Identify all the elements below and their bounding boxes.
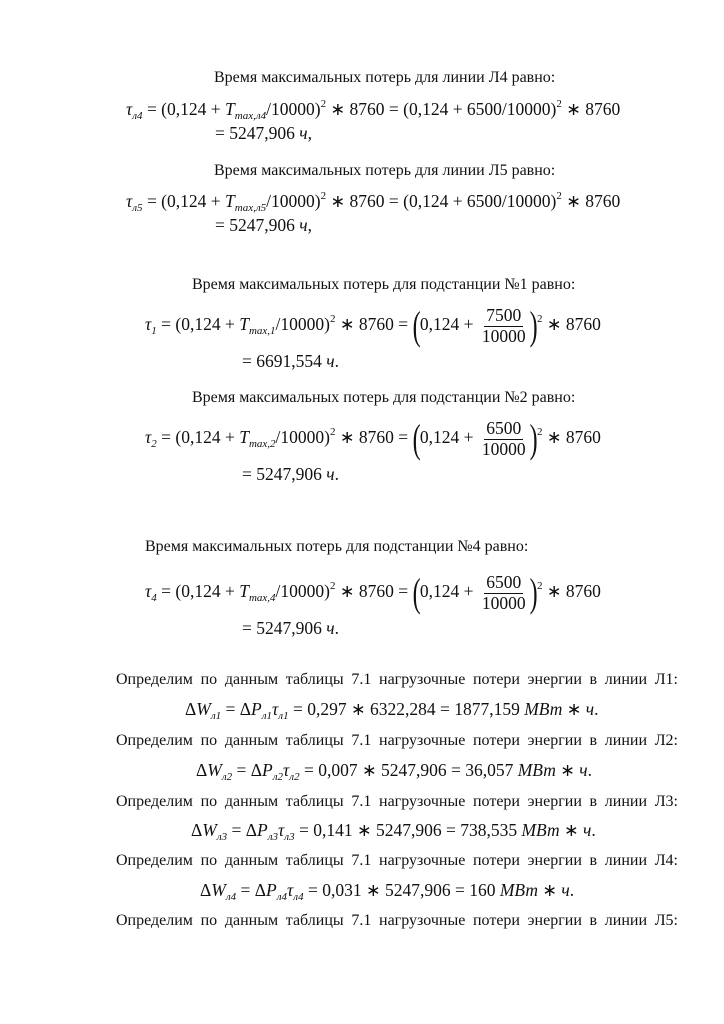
fraction-numerator: 7500 (486, 305, 522, 325)
math-text: W (211, 880, 226, 900)
math-text: ч (583, 820, 592, 840)
formula-tau-1 (145, 303, 601, 348)
math-text: T (225, 99, 235, 119)
result-tau-2 (242, 466, 339, 484)
math-text: = (0,124 + (142, 99, 226, 119)
math-text: T (225, 191, 235, 211)
big-parenthesis: ( (412, 416, 421, 461)
math-text: 0,124 + (419, 581, 478, 602)
big-parenthesis: ) (529, 570, 538, 615)
subscript: max,1 (248, 325, 276, 338)
fraction (480, 574, 528, 612)
subscript: л4 (225, 891, 237, 903)
math-text: = Δ (236, 880, 267, 900)
subscript: max,2 (248, 438, 276, 451)
math-text: = 5247,906 (215, 123, 300, 143)
math-text: 0,124 + (419, 427, 478, 448)
subscript: л4 (293, 891, 304, 903)
superscript: 2 (320, 98, 327, 110)
fraction-numerator: 6500 (486, 418, 522, 438)
subscript: л3 (267, 831, 279, 843)
math-text: τ (145, 427, 152, 448)
math-text: τ (145, 581, 152, 602)
subscript: л4 (132, 110, 143, 122)
math-text: 0,124 + (419, 314, 478, 335)
math-text: ч (561, 880, 570, 900)
loss-text-l1: Определим по данным таблицы 7.1 нагрузочные потери энергии в линии Л1: (116, 671, 678, 688)
math-text: = 0,141 ∗ 5247,906 = 738,535 (294, 820, 522, 840)
math-text: τ (283, 760, 290, 780)
subscript: max,4 (248, 592, 276, 605)
math-text: P (257, 820, 268, 840)
math-text: = (0,124 + (156, 581, 240, 602)
superscript: 2 (320, 190, 327, 202)
subscript: 1 (151, 325, 157, 338)
superscript: 2 (329, 313, 336, 326)
fraction (480, 307, 528, 345)
math-text: /10000) (266, 99, 321, 119)
math-text: МВт (524, 699, 563, 719)
math-text: W (196, 699, 211, 719)
math-text: ∗ 8760 (542, 314, 601, 335)
math-text: = (0,124 + (142, 191, 226, 211)
math-text: /10000) (266, 191, 321, 211)
subscript: л5 (132, 202, 143, 214)
result-tau-4 (242, 620, 339, 638)
math-text: = Δ (221, 699, 252, 719)
loss-text-l4: Определим по данным таблицы 7.1 нагрузочные потери энергии в линии Л4: (116, 852, 678, 869)
math-text: τ (126, 99, 133, 119)
math-text: ∗ 8760 (542, 427, 601, 448)
big-parenthesis: ( (412, 303, 421, 348)
heading-line-l4: Время максимальных потерь для линии Л4 равно: (214, 69, 556, 86)
math-text: , (307, 215, 312, 235)
loss-text-l5: Определим по данным таблицы 7.1 нагрузочные потери энергии в линии Л5: (116, 912, 678, 929)
math-text: = Δ (232, 760, 263, 780)
math-text: W (207, 760, 222, 780)
subscript: л1 (261, 710, 273, 722)
loss-text-l3: Определим по данным таблицы 7.1 нагрузочные потери энергии в линии Л3: (116, 793, 678, 810)
superscript: 2 (329, 426, 336, 439)
subscript: л3 (284, 831, 295, 843)
math-text: . (569, 880, 575, 900)
math-text: = Δ (227, 820, 258, 840)
math-text: . (334, 618, 339, 638)
math-text: T (239, 427, 249, 448)
math-text: МВт (517, 760, 556, 780)
superscript: 2 (536, 580, 543, 593)
math-text: . (591, 820, 596, 840)
math-text: Δ (196, 760, 208, 780)
math-text: τ (278, 820, 285, 840)
math-text: = 5247,906 (242, 618, 327, 638)
math-text: = 6691,554 (242, 351, 327, 371)
fraction-numerator: 6500 (486, 572, 522, 592)
heading-substation-4: Время максимальных потерь для подстанции №4 равно: (145, 538, 529, 555)
math-text: ч (585, 699, 595, 719)
big-parenthesis: ( (412, 570, 421, 615)
loss-formula-l3 (191, 822, 596, 843)
math-text: ∗ 8760 = (0,124 + 6500/10000) (326, 191, 557, 211)
math-text: ч (326, 618, 335, 638)
math-text: = 0,297 ∗ 6322,284 = 1877,159 (288, 699, 525, 719)
formula-tau-4 (145, 570, 601, 615)
result-tau-l5 (215, 217, 312, 235)
math-text: ∗ (555, 760, 580, 780)
math-text: τ (272, 699, 279, 719)
math-text: W (202, 820, 217, 840)
math-text: . (594, 699, 599, 719)
superscript: 2 (536, 313, 543, 326)
math-text: T (239, 314, 249, 335)
fraction-denominator: 10000 (481, 592, 526, 613)
result-tau-l4 (215, 125, 312, 143)
fraction-denominator: 10000 (481, 438, 526, 459)
math-text: . (334, 351, 339, 371)
math-text: ∗ (562, 699, 586, 719)
math-text: ч (299, 215, 308, 235)
math-text: Δ (185, 699, 197, 719)
superscript: 2 (556, 98, 562, 110)
superscript: 2 (556, 190, 562, 202)
math-text: τ (126, 191, 133, 211)
math-text: . (334, 464, 339, 484)
subscript: л2 (221, 771, 233, 783)
math-text: ч (326, 351, 335, 371)
big-parenthesis: ) (529, 416, 538, 461)
formula-tau-l5 (126, 191, 620, 214)
heading-substation-1: Время максимальных потерь для подстанции №1 равно: (192, 276, 576, 293)
math-text: МВт (499, 880, 538, 900)
math-text: P (251, 699, 262, 719)
result-tau-1 (242, 353, 339, 371)
math-text: /10000) (275, 581, 330, 602)
fraction (480, 420, 528, 458)
superscript: 2 (536, 426, 543, 439)
math-text: ∗ 8760 = (335, 427, 413, 448)
math-text: ч (579, 760, 588, 780)
subscript: л2 (289, 771, 300, 783)
math-text: . (587, 760, 593, 780)
math-text: T (239, 581, 249, 602)
subscript: л3 (216, 831, 228, 843)
subscript: 4 (151, 592, 157, 605)
math-text: = (0,124 + (156, 427, 240, 448)
math-text: ∗ 8760 = (335, 314, 413, 335)
subscript: л1 (210, 710, 222, 722)
math-text: = (0,124 + (156, 314, 240, 335)
loss-formula-l4 (200, 882, 574, 903)
math-text: Δ (191, 820, 203, 840)
math-text: ∗ (537, 880, 562, 900)
big-parenthesis: ) (529, 303, 538, 348)
superscript: 2 (329, 580, 336, 593)
math-text: ч (299, 123, 308, 143)
math-text: τ (145, 314, 152, 335)
math-text: = 5247,906 (242, 464, 327, 484)
subscript: max,л4 (234, 110, 267, 122)
math-text: ∗ 8760 = (0,124 + 6500/10000) (326, 99, 557, 119)
math-text: = 0,007 ∗ 5247,906 = 36,057 (299, 760, 518, 780)
subscript: л1 (278, 710, 289, 722)
subscript: 2 (151, 438, 157, 451)
heading-line-l5: Время максимальных потерь для линии Л5 равно: (214, 162, 556, 179)
math-text: МВт (521, 820, 560, 840)
math-text: ∗ (559, 820, 584, 840)
math-text: ∗ 8760 (542, 581, 601, 602)
loss-formula-l2 (196, 762, 592, 783)
heading-substation-2: Время максимальных потерь для подстанции №2 равно: (192, 389, 576, 406)
formula-tau-2 (145, 416, 601, 461)
math-text: τ (287, 880, 294, 900)
math-text: ∗ 8760 = (335, 581, 413, 602)
math-text: , (307, 123, 312, 143)
math-text: /10000) (275, 427, 330, 448)
math-text: ∗ 8760 (561, 99, 621, 119)
math-text: P (262, 760, 273, 780)
math-text: = 0,031 ∗ 5247,906 = 160 (303, 880, 500, 900)
subscript: л2 (272, 771, 284, 783)
formula-tau-l4 (126, 99, 620, 122)
fraction-denominator: 10000 (481, 325, 526, 346)
math-text: /10000) (275, 314, 330, 335)
math-text: ч (326, 464, 335, 484)
subscript: л4 (276, 891, 288, 903)
math-text: P (266, 880, 277, 900)
loss-text-l2: Определим по данным таблицы 7.1 нагрузочные потери энергии в линии Л2: (116, 732, 678, 749)
math-text: Δ (200, 880, 212, 900)
math-text: = 5247,906 (215, 215, 300, 235)
subscript: max,л5 (234, 202, 267, 214)
math-text: ∗ 8760 (561, 191, 621, 211)
loss-formula-l1 (185, 701, 599, 722)
